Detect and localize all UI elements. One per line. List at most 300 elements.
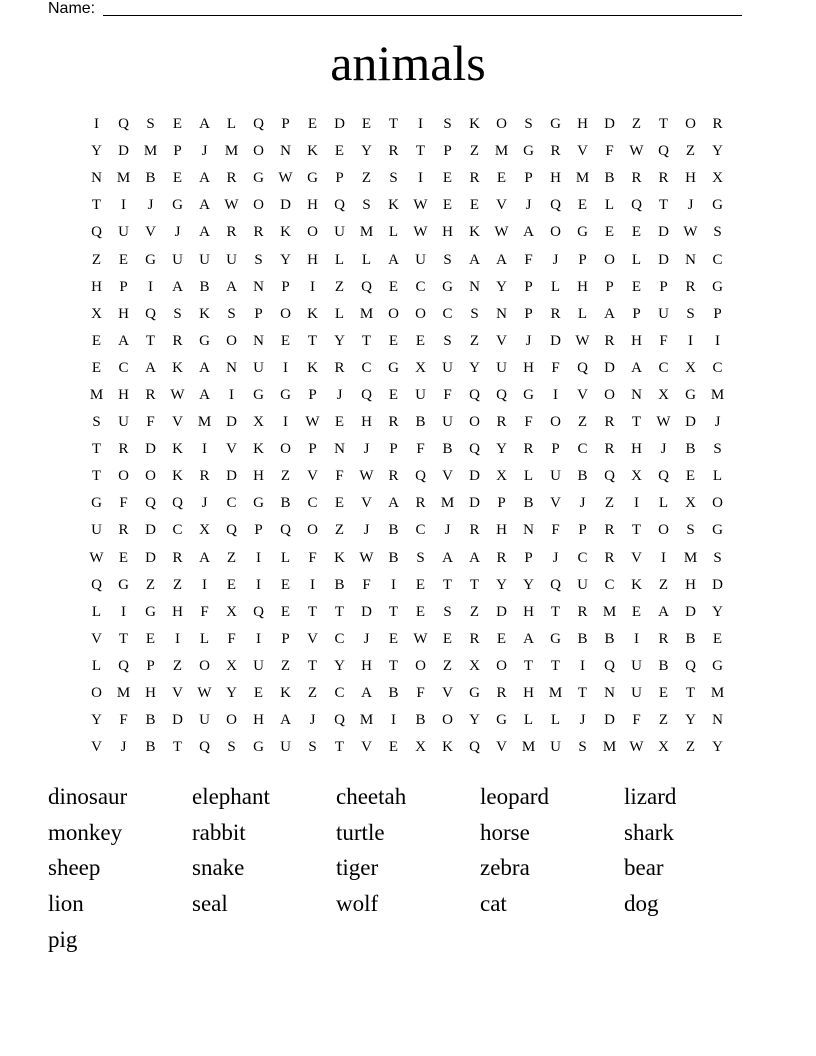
grid-cell: R [334, 359, 345, 376]
grid-cell: Q [145, 495, 156, 512]
grid-cell: J [525, 197, 532, 214]
grid-cell: R [388, 468, 399, 485]
grid-cell: U [577, 576, 588, 593]
grid-cell: V [91, 630, 102, 647]
grid-cell: A [361, 685, 372, 702]
grid-cell: I [310, 278, 315, 295]
grid-cell: V [577, 386, 588, 403]
grid-cell: E [91, 359, 102, 376]
grid-cell: E [280, 332, 291, 349]
grid-cell: Y [523, 576, 534, 593]
grid-cell: J [444, 522, 451, 539]
grid-cell: S [686, 305, 695, 322]
grid-cell: P [524, 278, 533, 295]
grid-cell: H [145, 685, 156, 702]
grid-cell: U [253, 657, 264, 674]
grid-cell: D [145, 549, 156, 566]
grid-cell: B [145, 712, 156, 729]
grid-cell: Z [280, 657, 291, 674]
grid-cell: S [389, 170, 398, 187]
grid-cell: L [388, 224, 399, 241]
grid-cell: A [226, 278, 237, 295]
grid-cell: K [307, 359, 318, 376]
grid-cell: I [256, 630, 261, 647]
grid-cell: E [415, 332, 426, 349]
grid-cell: G [199, 332, 210, 349]
grid-cell: L [361, 251, 372, 268]
grid-cell: X [469, 657, 480, 674]
grid-cell: E [442, 170, 453, 187]
grid-cell: W [359, 468, 374, 485]
grid-cell: P [443, 143, 452, 160]
grid-cell: H [631, 332, 642, 349]
word-item: sheep [48, 855, 101, 881]
grid-cell: H [496, 522, 507, 539]
grid-cell: E [415, 576, 426, 593]
grid-cell: Z [469, 603, 480, 620]
grid-cell: T [685, 685, 696, 702]
grid-cell: Z [442, 657, 453, 674]
grid-cell: P [551, 441, 560, 458]
grid-cell: F [416, 441, 425, 458]
grid-cell: T [334, 739, 345, 756]
grid-cell: E [631, 603, 642, 620]
grid-cell: P [497, 495, 506, 512]
grid-cell: N [253, 332, 264, 349]
grid-cell: M [683, 549, 698, 566]
grid-cell: Q [91, 224, 102, 241]
grid-cell: Z [91, 251, 102, 268]
grid-cell: L [199, 630, 210, 647]
grid-cell: F [119, 712, 128, 729]
grid-cell: E [145, 630, 156, 647]
grid-cell: Q [604, 468, 615, 485]
grid-cell: Y [712, 739, 723, 756]
grid-cell: K [307, 305, 318, 322]
grid-cell: K [307, 143, 318, 160]
grid-cell: Y [496, 278, 507, 295]
grid-cell: T [631, 522, 642, 539]
grid-cell: X [91, 305, 102, 322]
grid-cell: E [415, 603, 426, 620]
name-underline[interactable] [103, 15, 742, 16]
word-item: lion [48, 891, 84, 917]
grid-cell: X [253, 414, 264, 431]
grid-cell: T [361, 332, 372, 349]
grid-cell: F [524, 251, 533, 268]
grid-cell: Z [469, 143, 480, 160]
grid-cell: Y [226, 685, 237, 702]
grid-cell: A [469, 549, 480, 566]
grid-cell: L [631, 251, 642, 268]
grid-cell: A [523, 224, 534, 241]
grid-cell: H [361, 657, 372, 674]
grid-cell: Q [253, 116, 264, 133]
grid-cell: H [550, 170, 561, 187]
grid-cell: Q [685, 657, 696, 674]
grid-cell: C [415, 522, 426, 539]
grid-cell: D [658, 224, 669, 241]
word-item: seal [192, 891, 228, 917]
word-item: rabbit [192, 819, 246, 845]
grid-cell: G [685, 386, 696, 403]
grid-cell: W [413, 630, 428, 647]
grid-cell: B [604, 170, 615, 187]
grid-cell: H [523, 685, 534, 702]
grid-cell: Z [361, 170, 372, 187]
grid-cell: G [172, 197, 183, 214]
grid-cell: P [281, 278, 290, 295]
grid-cell: L [604, 197, 615, 214]
grid-cell: W [656, 414, 671, 431]
grid-cell: U [280, 739, 291, 756]
grid-cell: G [118, 576, 129, 593]
grid-cell: S [524, 116, 533, 133]
grid-cell: T [388, 657, 399, 674]
grid-cell: I [256, 549, 261, 566]
grid-cell: D [226, 468, 237, 485]
grid-cell: Q [361, 278, 372, 295]
grid-cell: S [713, 441, 722, 458]
grid-cell: Q [604, 657, 615, 674]
grid-cell: U [550, 739, 561, 756]
grid-cell: D [145, 522, 156, 539]
grid-cell: U [496, 359, 507, 376]
grid-cell: S [362, 197, 371, 214]
grid-cell: H [523, 603, 534, 620]
grid-cell: E [388, 278, 399, 295]
grid-cell: L [226, 116, 237, 133]
grid-cell: R [145, 386, 156, 403]
grid-cell: D [685, 603, 696, 620]
word-item: leopard [480, 784, 549, 809]
grid-cell: O [496, 116, 507, 133]
grid-cell: E [334, 143, 345, 160]
grid-cell: K [172, 468, 183, 485]
grid-cell: H [685, 576, 696, 593]
grid-cell: I [202, 441, 207, 458]
grid-cell: S [443, 332, 452, 349]
grid-cell: W [413, 197, 428, 214]
grid-cell: S [227, 739, 236, 756]
grid-cell: V [307, 468, 318, 485]
grid-cell: U [226, 251, 237, 268]
grid-cell: D [604, 359, 615, 376]
word-item: dinosaur [48, 784, 128, 809]
grid-cell: L [91, 603, 102, 620]
grid-cell: Y [91, 712, 102, 729]
grid-cell: Q [199, 739, 210, 756]
grid-cell: R [658, 630, 669, 647]
grid-cell: E [334, 414, 345, 431]
grid-cell: W [224, 197, 239, 214]
grid-cell: I [634, 495, 639, 512]
grid-cell: I [283, 414, 288, 431]
grid-cell: D [496, 603, 507, 620]
grid-cell: Q [172, 495, 183, 512]
grid-cell: U [442, 414, 453, 431]
grid-cell: R [685, 278, 696, 295]
grid-cell: X [496, 468, 507, 485]
grid-cell: C [712, 251, 723, 268]
grid-cell: A [145, 359, 156, 376]
grid-cell: R [712, 116, 723, 133]
grid-cell: C [226, 495, 237, 512]
grid-cell: G [145, 603, 156, 620]
word-item: snake [192, 855, 245, 881]
grid-cell: C [712, 359, 723, 376]
grid-cell: Z [226, 549, 237, 566]
grid-cell: Y [685, 712, 696, 729]
grid-cell: Z [172, 657, 183, 674]
grid-cell: O [307, 522, 318, 539]
grid-cell: C [334, 630, 345, 647]
grid-cell: R [604, 549, 615, 566]
grid-cell: E [172, 116, 183, 133]
grid-cell: B [415, 712, 426, 729]
grid-cell: E [280, 576, 291, 593]
grid-cell: M [494, 143, 509, 160]
grid-cell: U [415, 386, 426, 403]
grid-cell: W [494, 224, 509, 241]
grid-cell: V [145, 224, 156, 241]
grid-cell: E [307, 116, 318, 133]
grid-cell: A [172, 278, 183, 295]
grid-cell: E [388, 739, 399, 756]
grid-cell: Q [145, 305, 156, 322]
grid-cell: N [604, 685, 615, 702]
grid-cell: J [552, 549, 559, 566]
grid-cell: L [280, 549, 291, 566]
grid-cell: G [469, 685, 480, 702]
grid-cell: G [253, 495, 264, 512]
grid-cell: R [550, 143, 561, 160]
grid-cell: L [577, 305, 588, 322]
grid-cell: D [118, 143, 129, 160]
grid-cell: A [199, 197, 210, 214]
grid-cell: Q [658, 143, 669, 160]
grid-cell: Y [712, 143, 723, 160]
grid-cell: Z [334, 278, 345, 295]
grid-cell: B [685, 630, 696, 647]
grid-cell: W [575, 332, 590, 349]
grid-cell: F [659, 332, 668, 349]
grid-cell: Q [118, 116, 129, 133]
grid-cell: P [308, 386, 317, 403]
grid-cell: U [334, 224, 345, 241]
grid-cell: F [443, 386, 452, 403]
grid-cell: X [631, 468, 642, 485]
grid-cell: G [496, 712, 507, 729]
grid-cell: X [712, 170, 723, 187]
grid-cell: T [118, 630, 129, 647]
grid-cell: M [602, 739, 617, 756]
page-title: animals [330, 35, 486, 91]
grid-cell: E [496, 170, 507, 187]
grid-cell: S [713, 549, 722, 566]
grid-cell: R [604, 332, 615, 349]
grid-cell: P [524, 549, 533, 566]
grid-cell: W [197, 685, 212, 702]
grid-cell: U [415, 251, 426, 268]
grid-cell: V [442, 685, 453, 702]
grid-cell: Z [658, 712, 669, 729]
grid-cell: D [172, 712, 183, 729]
grid-cell: Q [469, 441, 480, 458]
grid-cell: M [89, 386, 104, 403]
grid-cell: Z [280, 468, 291, 485]
grid-cell: Z [658, 576, 669, 593]
word-list [48, 779, 768, 957]
grid-cell: I [175, 630, 180, 647]
grid-cell: W [683, 224, 698, 241]
grid-cell: T [307, 657, 318, 674]
grid-cell: R [388, 143, 399, 160]
grid-cell: B [577, 468, 588, 485]
grid-cell: R [469, 522, 480, 539]
grid-cell: V [496, 332, 507, 349]
grid-cell: H [307, 251, 318, 268]
grid-cell: S [416, 549, 425, 566]
grid-cell: K [172, 359, 183, 376]
grid-cell: S [146, 116, 155, 133]
grid-cell: V [577, 143, 588, 160]
grid-cell: A [523, 630, 534, 647]
grid-cell: P [335, 170, 344, 187]
grid-cell: X [226, 603, 237, 620]
grid-cell: P [254, 305, 263, 322]
grid-cell: R [253, 224, 264, 241]
grid-cell: G [712, 197, 723, 214]
grid-cell: B [199, 278, 210, 295]
grid-cell: M [602, 603, 617, 620]
grid-cell: E [469, 197, 480, 214]
grid-cell: P [281, 630, 290, 647]
grid-cell: O [550, 414, 561, 431]
grid-cell: J [309, 712, 316, 729]
grid-cell: R [604, 441, 615, 458]
grid-cell: F [335, 468, 344, 485]
grid-cell: G [712, 657, 723, 674]
grid-cell: I [391, 576, 396, 593]
grid-cell: K [253, 441, 264, 458]
grid-cell: E [253, 685, 264, 702]
grid-cell: Y [334, 657, 345, 674]
word-item: lizard [624, 784, 677, 809]
grid-cell: D [469, 468, 480, 485]
grid-cell: Y [280, 251, 291, 268]
grid-cell: Q [469, 386, 480, 403]
grid-cell: E [496, 630, 507, 647]
grid-cell: P [254, 522, 263, 539]
word-item: pig [48, 926, 78, 952]
grid-cell: K [388, 197, 399, 214]
grid-cell: H [577, 278, 588, 295]
grid-cell: R [118, 441, 129, 458]
grid-cell: T [550, 657, 561, 674]
grid-cell: F [119, 495, 128, 512]
grid-cell: N [712, 712, 723, 729]
grid-cell: N [226, 359, 237, 376]
grid-cell: R [469, 630, 480, 647]
grid-cell: K [469, 116, 480, 133]
grid-cell: T [91, 197, 102, 214]
grid-cell: B [604, 630, 615, 647]
grid-cell: W [413, 224, 428, 241]
grid-cell: S [578, 739, 587, 756]
grid-cell: J [579, 712, 586, 729]
grid-cell: I [715, 332, 720, 349]
grid-cell: O [712, 495, 723, 512]
grid-cell: B [442, 441, 453, 458]
grid-cell: F [146, 414, 155, 431]
word-item: cheetah [336, 784, 407, 809]
grid-cell: W [629, 739, 644, 756]
grid-cell: A [199, 224, 210, 241]
grid-cell: S [443, 251, 452, 268]
grid-cell: P [524, 170, 533, 187]
grid-cell: L [550, 712, 561, 729]
letter-grid [83, 111, 731, 761]
grid-cell: E [226, 576, 237, 593]
grid-cell: J [525, 332, 532, 349]
grid-cell: Y [496, 576, 507, 593]
grid-cell: B [388, 549, 399, 566]
grid-cell: Q [253, 603, 264, 620]
grid-cell: Y [334, 332, 345, 349]
grid-cell: K [199, 305, 210, 322]
grid-cell: E [280, 603, 291, 620]
grid-cell: A [388, 495, 399, 512]
grid-cell: J [201, 495, 208, 512]
name-field[interactable] [48, 0, 742, 18]
grid-cell: R [469, 170, 480, 187]
grid-cell: T [415, 143, 426, 160]
grid-cell: R [172, 549, 183, 566]
grid-cell: O [658, 522, 669, 539]
grid-cell: O [469, 414, 480, 431]
grid-cell: I [634, 630, 639, 647]
grid-cell: X [199, 522, 210, 539]
grid-cell: R [388, 414, 399, 431]
grid-cell: X [226, 657, 237, 674]
grid-cell: A [199, 359, 210, 376]
grid-cell: E [361, 116, 372, 133]
grid-cell: P [119, 278, 128, 295]
grid-cell: T [307, 332, 318, 349]
grid-cell: U [550, 468, 561, 485]
grid-cell: P [713, 305, 722, 322]
grid-cell: Z [145, 576, 156, 593]
grid-cell: G [307, 170, 318, 187]
grid-cell: B [334, 576, 345, 593]
grid-cell: R [496, 549, 507, 566]
grid-cell: G [253, 170, 264, 187]
word-item: shark [624, 819, 674, 845]
grid-cell: K [172, 441, 183, 458]
grid-cell: V [496, 197, 507, 214]
grid-cell: O [307, 224, 318, 241]
grid-cell: M [575, 170, 590, 187]
grid-cell: J [174, 224, 181, 241]
grid-cell: L [523, 712, 534, 729]
grid-cell: U [118, 224, 129, 241]
grid-cell: L [550, 278, 561, 295]
grid-cell: U [253, 359, 264, 376]
grid-cell: D [334, 116, 345, 133]
grid-cell: E [388, 386, 399, 403]
grid-cell: H [685, 170, 696, 187]
